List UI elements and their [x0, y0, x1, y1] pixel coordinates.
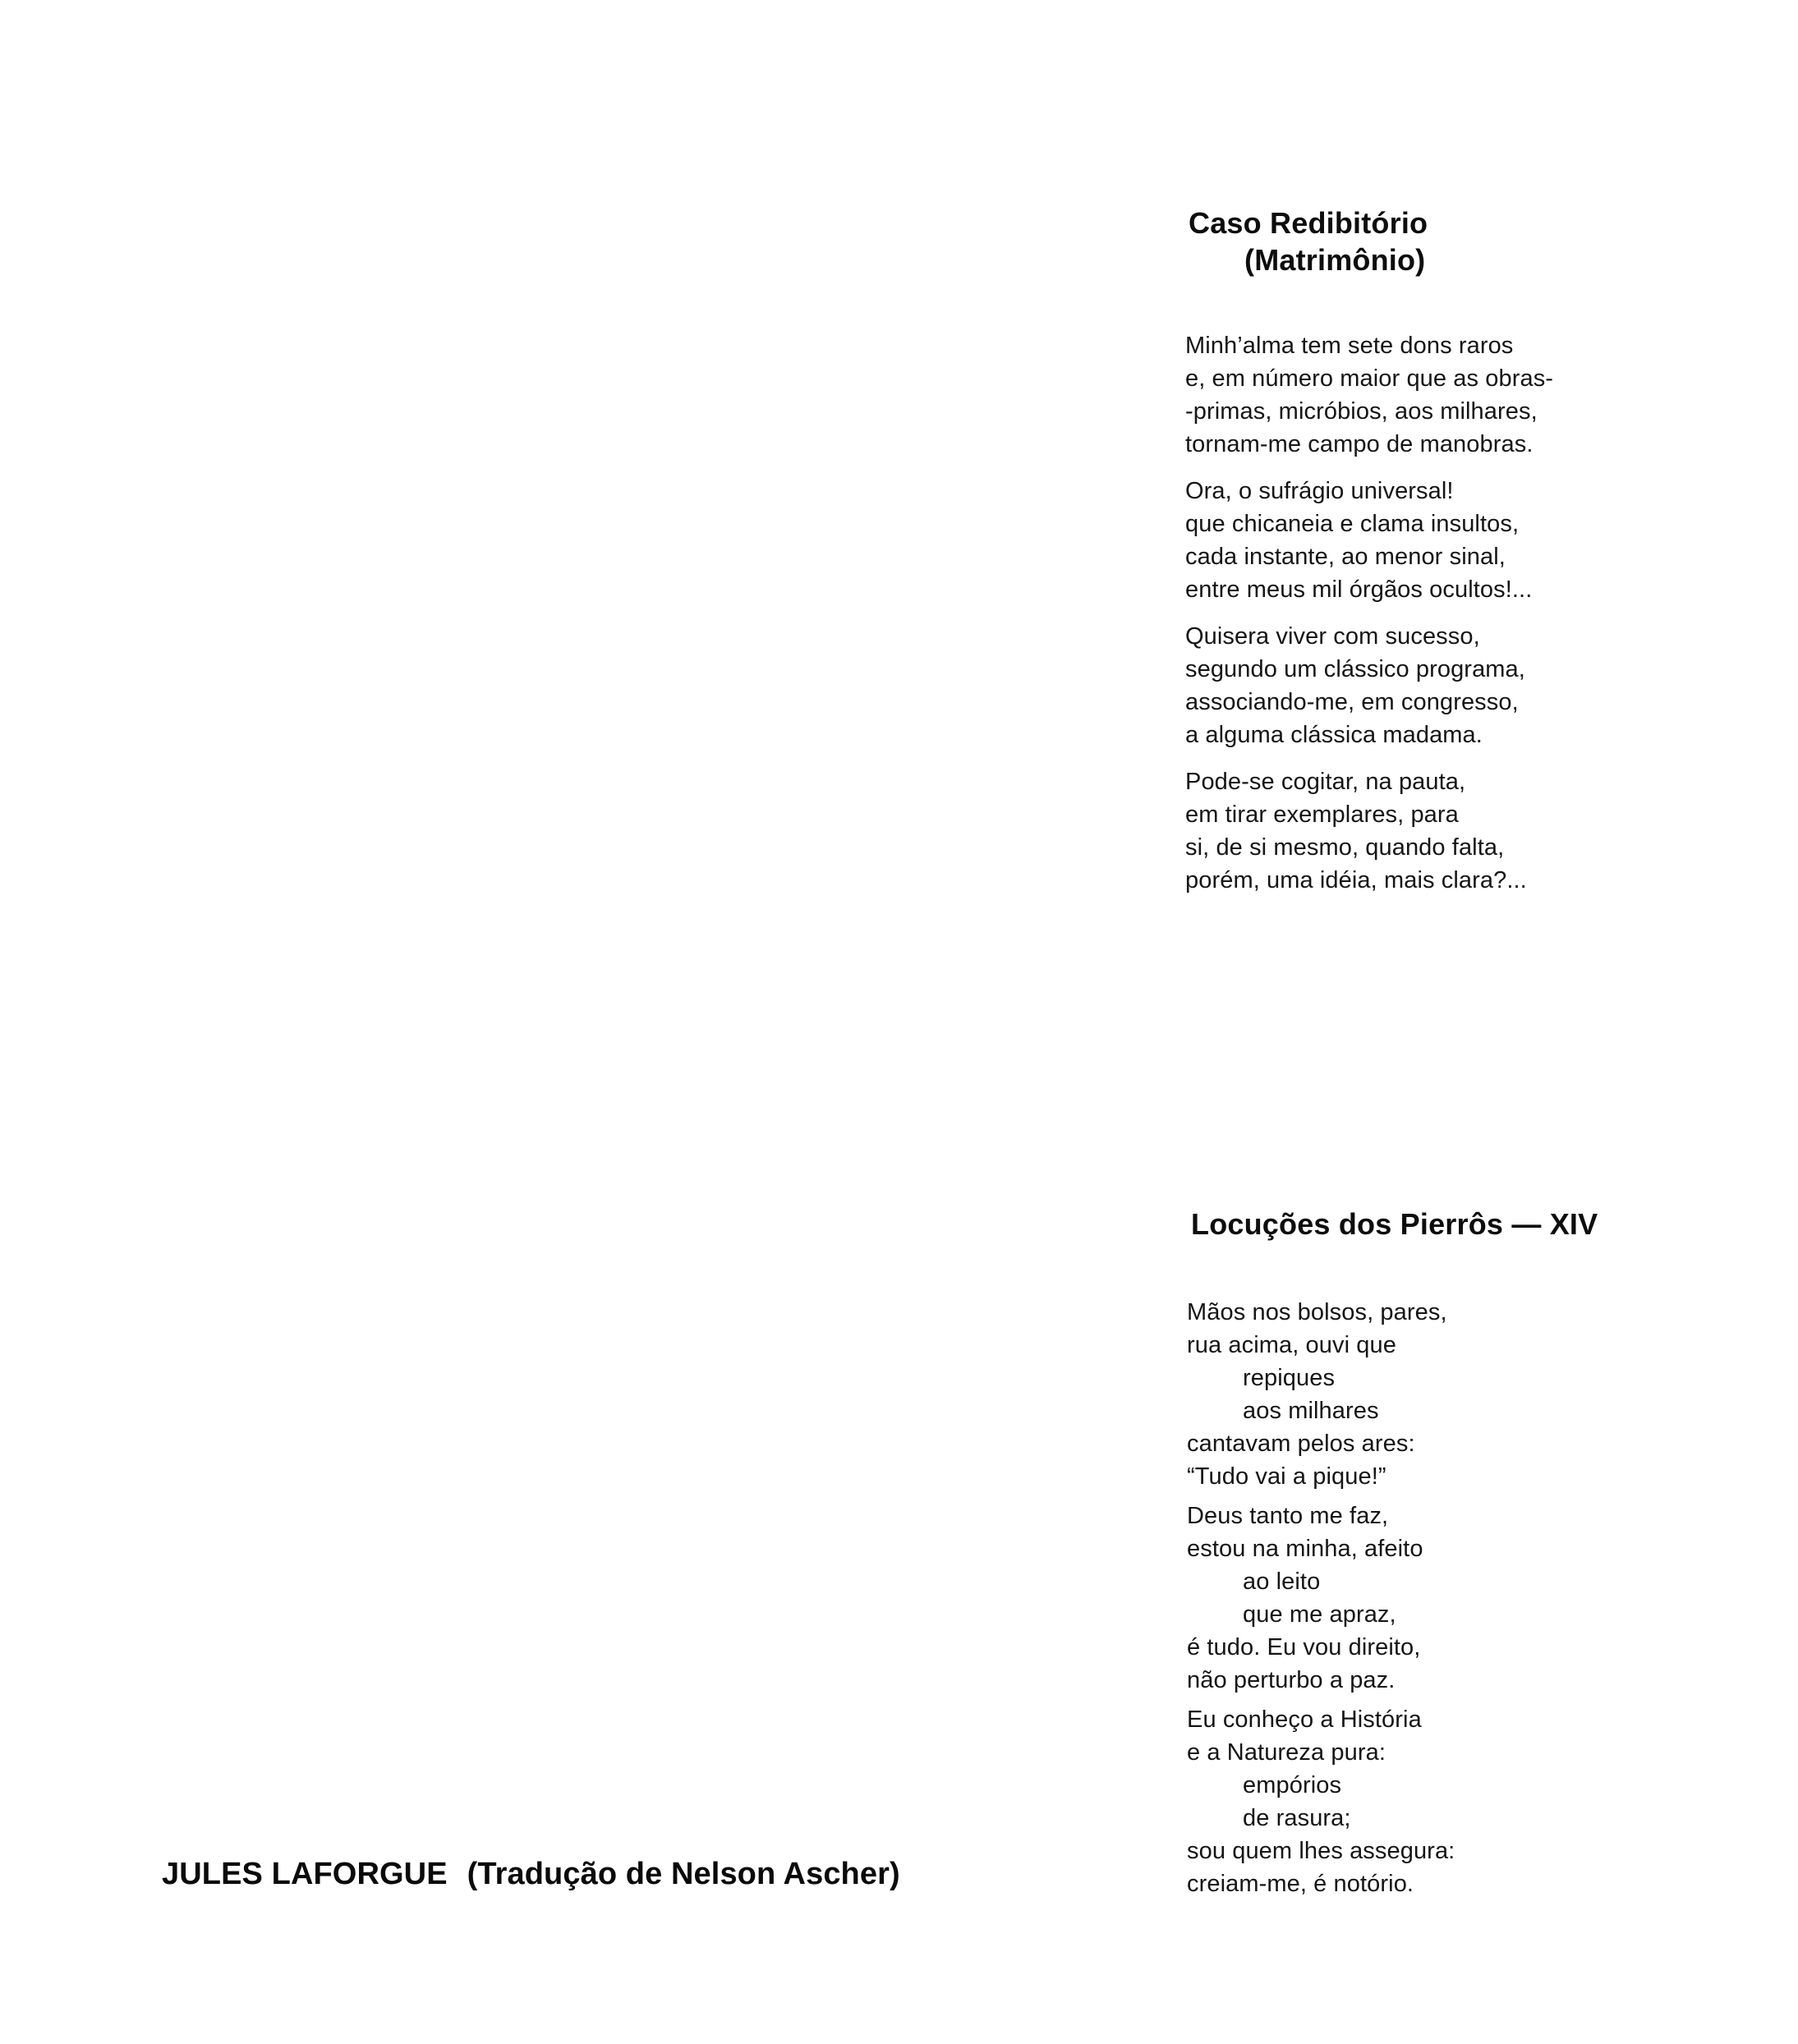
- stanza: [1185, 765, 1553, 897]
- poem-line: estou na minha, afeito: [1187, 1536, 1423, 1562]
- poem-line: empórios: [1243, 1772, 1342, 1798]
- poem-line: Pode-se cogitar, na pauta,: [1185, 769, 1466, 795]
- poem-line: Deus tanto me faz,: [1187, 1503, 1389, 1529]
- poem-line: Minh’alma tem sete dons raros: [1185, 333, 1514, 359]
- poem-line: -primas, micróbios, aos milhares,: [1185, 398, 1538, 425]
- poem-line: porém, uma idéia, mais clara?...: [1185, 867, 1527, 893]
- poem-line: Mãos nos bolsos, pares,: [1187, 1299, 1447, 1325]
- poem-line: Quisera viver com sucesso,: [1185, 623, 1480, 650]
- poem-title-line: (Matrimônio): [1244, 243, 1426, 277]
- poem-line: que me apraz,: [1243, 1601, 1396, 1628]
- poem-line: aos milhares: [1243, 1398, 1379, 1424]
- poem-line: segundo um clássico programa,: [1185, 656, 1525, 682]
- translator-credit: (Tradução de Nelson Ascher): [467, 1857, 900, 1891]
- poem-title-caso-redibitorio: [1189, 204, 1428, 278]
- poem-title-line: Caso Redibitório: [1189, 206, 1428, 240]
- poem-line: e, em número maior que as obras-: [1185, 365, 1554, 392]
- poem-line: tornam-me campo de manobras.: [1185, 431, 1534, 457]
- poem-line: que chicaneia e clama insultos,: [1185, 511, 1520, 537]
- poem-line: não perturbo a paz.: [1187, 1667, 1396, 1693]
- poem-line: a alguma clássica madama.: [1185, 722, 1483, 748]
- poem-caso-redibitorio: [1185, 329, 1553, 911]
- poem-line: em tirar exemplares, para: [1185, 802, 1459, 828]
- stanza: [1187, 1296, 1455, 1493]
- poem-line: cantavam pelos ares:: [1187, 1431, 1415, 1457]
- poem-line: Eu conheço a História: [1187, 1706, 1422, 1733]
- stanza: [1185, 475, 1553, 606]
- stanza: [1187, 1500, 1455, 1697]
- poem-locucoes-dos-pierros: [1187, 1296, 1455, 1907]
- poem-line: sou quem lhes assegura:: [1187, 1838, 1455, 1864]
- poem-line: ao leito: [1243, 1569, 1321, 1595]
- poem-line: “Tudo vai a pique!”: [1187, 1463, 1386, 1490]
- poem-line: associando-me, em congresso,: [1185, 689, 1519, 715]
- stanza: [1187, 1703, 1455, 1900]
- author-name: JULES LAFORGUE: [162, 1857, 448, 1891]
- poem-line: rua acima, ouvi que: [1187, 1332, 1396, 1358]
- poem-title-locucoes-dos-pierros: Locuções dos Pierrôs — XIV: [1191, 1207, 1598, 1241]
- attribution: [162, 1854, 900, 1894]
- poem-line: creiam-me, é notório.: [1187, 1871, 1414, 1897]
- poem-line: entre meus mil órgãos ocultos!...: [1185, 576, 1533, 603]
- poem-line: repiques: [1243, 1365, 1336, 1391]
- poem-line: Ora, o sufrágio universal!: [1185, 478, 1454, 504]
- poem-line: de rasura;: [1243, 1805, 1351, 1831]
- poem-line: cada instante, ao menor sinal,: [1185, 544, 1506, 570]
- poem-line: si, de si mesmo, quando falta,: [1185, 834, 1505, 861]
- poem-line: e a Natureza pura:: [1187, 1739, 1386, 1766]
- poem-line: é tudo. Eu vou direito,: [1187, 1634, 1421, 1660]
- stanza: [1185, 620, 1553, 751]
- stanza: [1185, 329, 1553, 461]
